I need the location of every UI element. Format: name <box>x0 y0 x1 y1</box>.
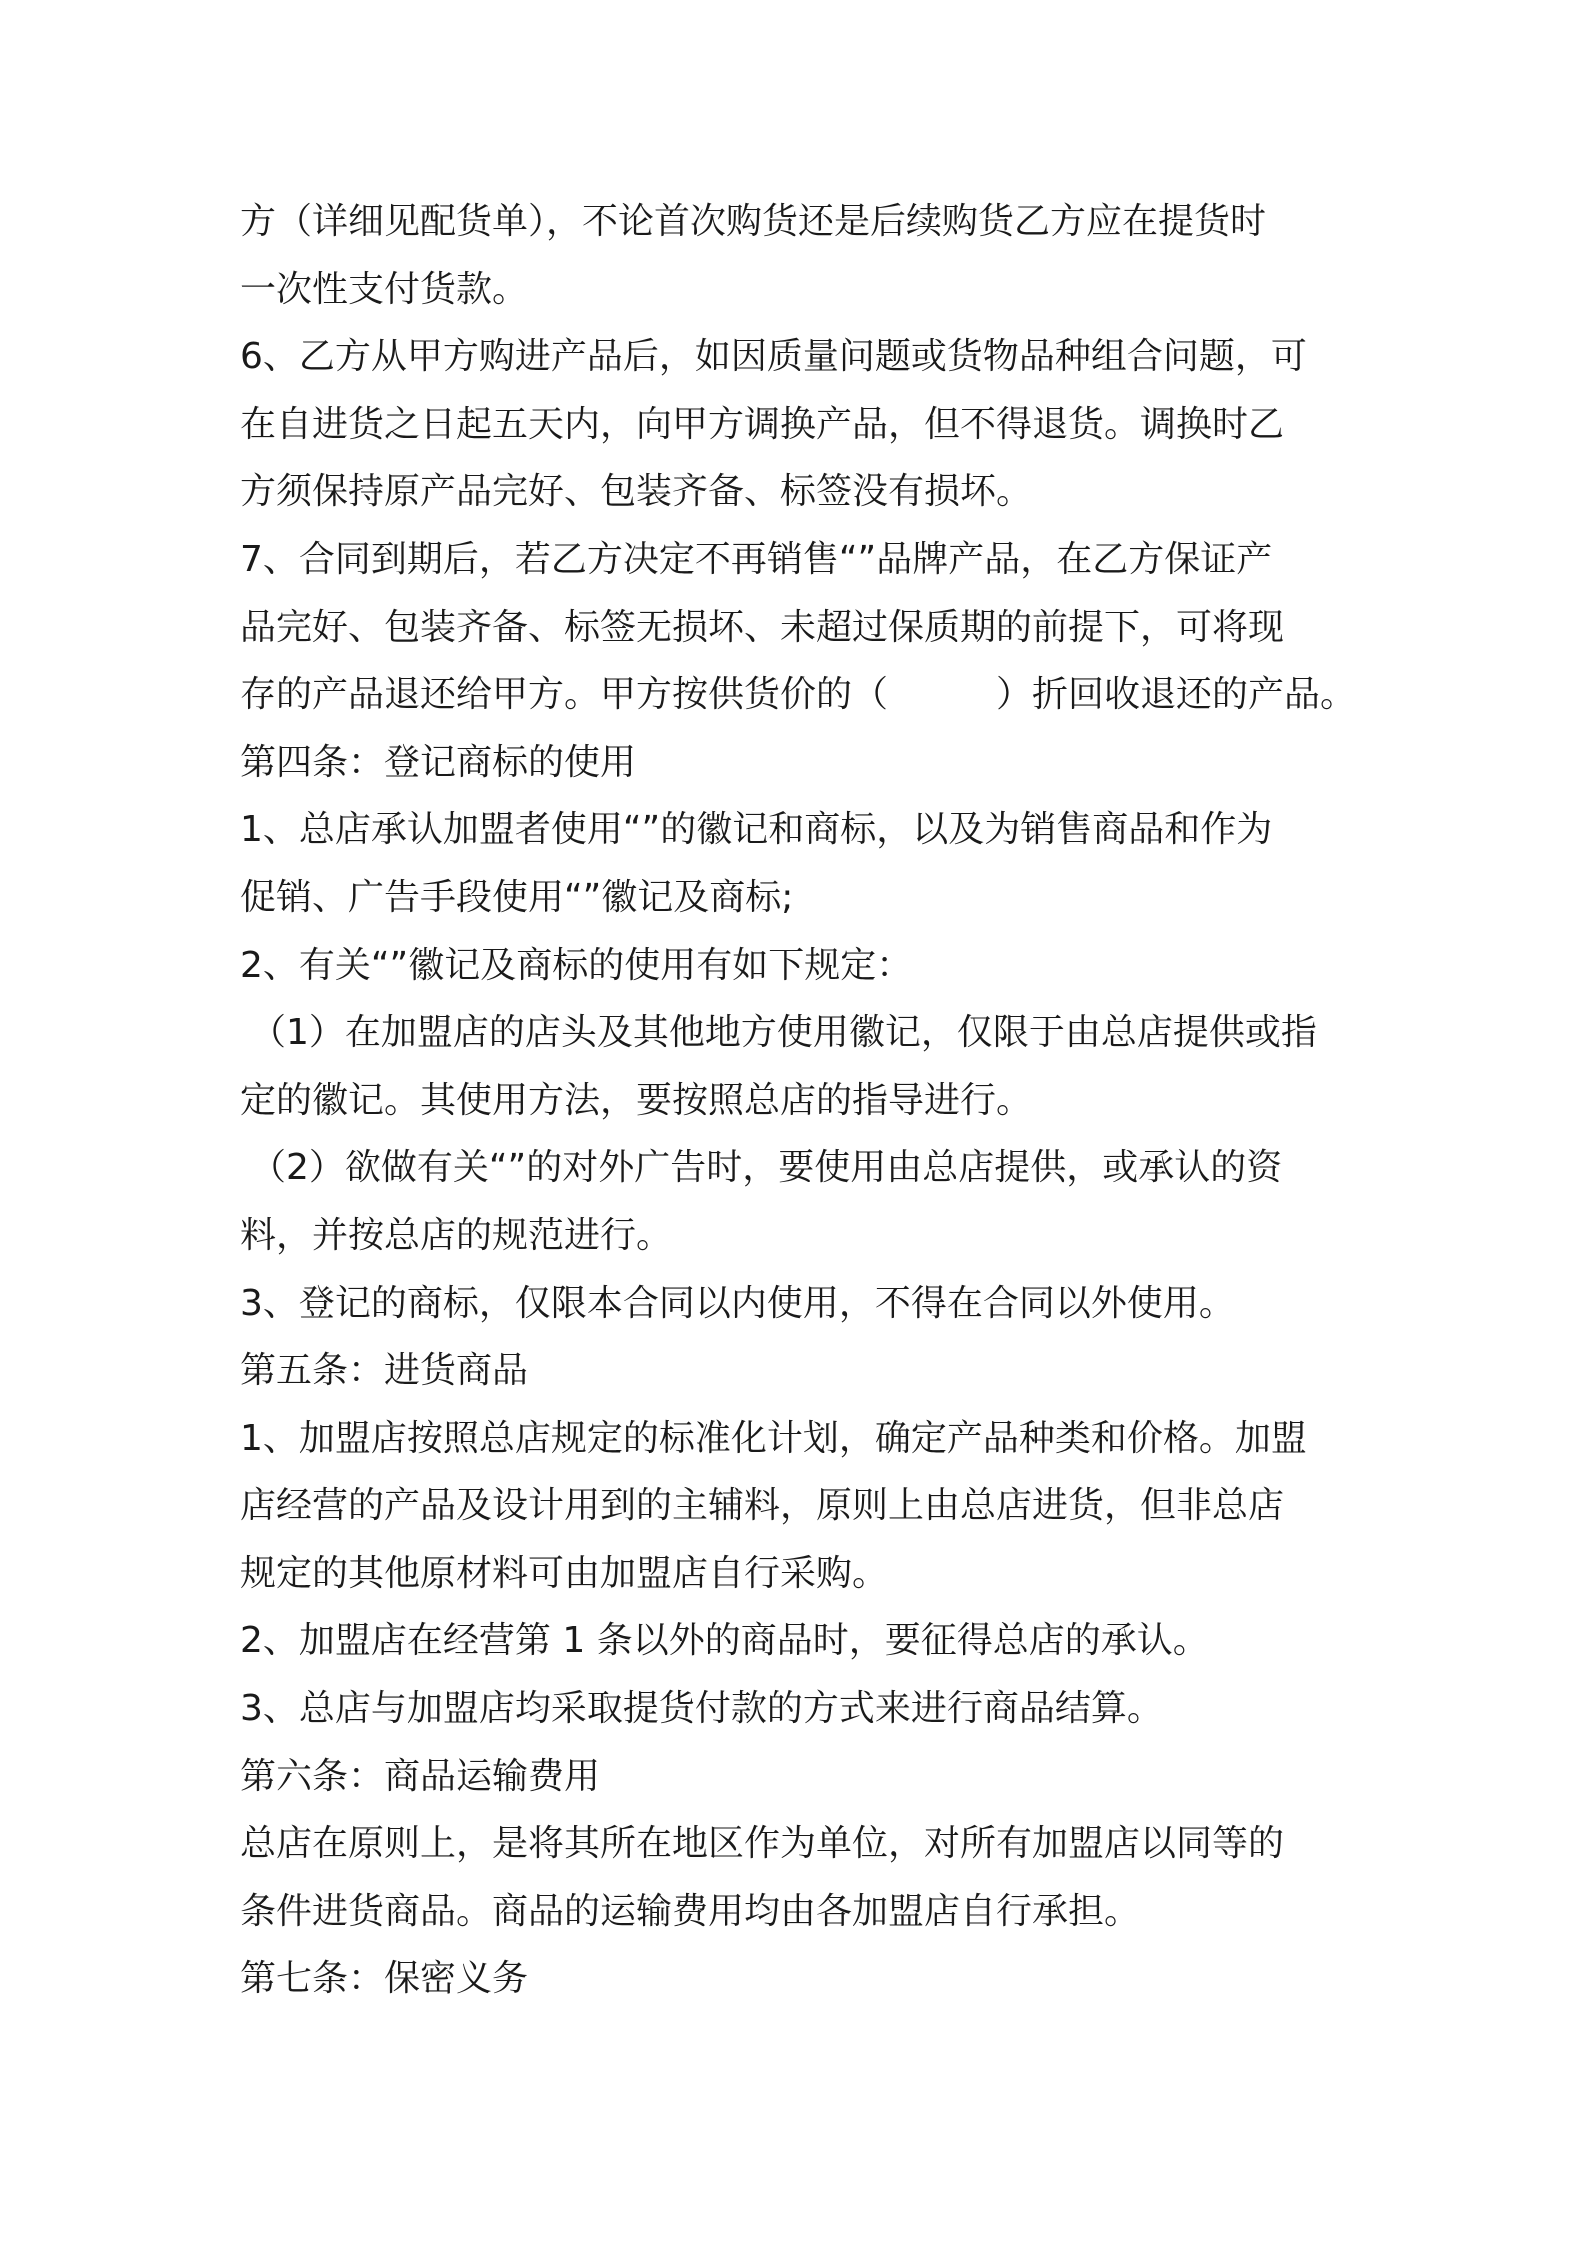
text-line: 3、总店与加盟店均采取提货付款的方式来进行商品结算。 <box>240 1688 1163 1730</box>
text-line: （2）欲做有关“”的对外广告时，要使用由总店提供，或承认的资 <box>250 1147 1283 1189</box>
text-line: 1、总店承认加盟者使用“”的徽记和商标，以及为销售商品和作为 <box>240 809 1273 851</box>
text-line: 总店在原则上，是将其所在地区作为单位，对所有加盟店以同等的 <box>240 1823 1285 1865</box>
text-line: 一次性支付货款。 <box>240 268 529 310</box>
section-heading-article-4: 第四条：登记商标的使用 <box>240 741 637 783</box>
text-line: 7、合同到期后，若乙方决定不再销售“”品牌产品，在乙方保证产 <box>240 538 1273 580</box>
text-line: 促销、广告手段使用“”徽记及商标; <box>240 876 794 918</box>
text-line: 在自进货之日起五天内，向甲方调换产品，但不得退货。调换时乙 <box>240 403 1285 445</box>
text-line: 料，并按总店的规范进行。 <box>240 1214 673 1256</box>
text-line: 方（详细见配货单），不论首次购货还是后续购货乙方应在提货时 <box>240 201 1267 242</box>
text-line: （1）在加盟店的店头及其他地方使用徽记，仅限于由总店提供或指 <box>250 1012 1317 1054</box>
text-line: 1、加盟店按照总店规定的标准化计划，确定产品种类和价格。加盟 <box>240 1417 1307 1459</box>
text-line: 6、乙方从甲方购进产品后，如因质量问题或货物品种组合问题，可 <box>240 336 1307 378</box>
text-line: 定的徽记。其使用方法，要按照总店的指导进行。 <box>240 1079 1033 1121</box>
section-heading-article-6: 第六条：商品运输费用 <box>240 1755 601 1797</box>
text-line: 2、有关“”徽记及商标的使用有如下规定： <box>240 944 913 986</box>
text-line: 3、登记的商标，仅限本合同以内使用，不得在合同以外使用。 <box>240 1282 1235 1324</box>
text-line: 2、加盟店在经营第 1 条以外的商品时，要征得总店的承认。 <box>240 1620 1209 1662</box>
contract-text-body <box>240 188 1380 2013</box>
text-line: 方须保持原产品完好、包装齐备、标签没有损坏。 <box>240 471 1033 513</box>
text-line: 店经营的产品及设计用到的主辅料，原则上由总店进货，但非总店 <box>240 1485 1285 1527</box>
text-line: 品完好、包装齐备、标签无损坏、未超过保质期的前提下，可将现 <box>240 606 1285 648</box>
text-line: 条件进货商品。商品的运输费用均由各加盟店自行承担。 <box>240 1890 1141 1932</box>
section-heading-article-5: 第五条：进货商品 <box>240 1350 529 1392</box>
section-heading-article-7: 第七条：保密义务 <box>240 1958 529 2000</box>
text-line: 存的产品退还给甲方。甲方按供货价的（ ）折回收退还的产品。 <box>240 674 1357 716</box>
text-line: 规定的其他原材料可由加盟店自行采购。 <box>240 1552 889 1594</box>
